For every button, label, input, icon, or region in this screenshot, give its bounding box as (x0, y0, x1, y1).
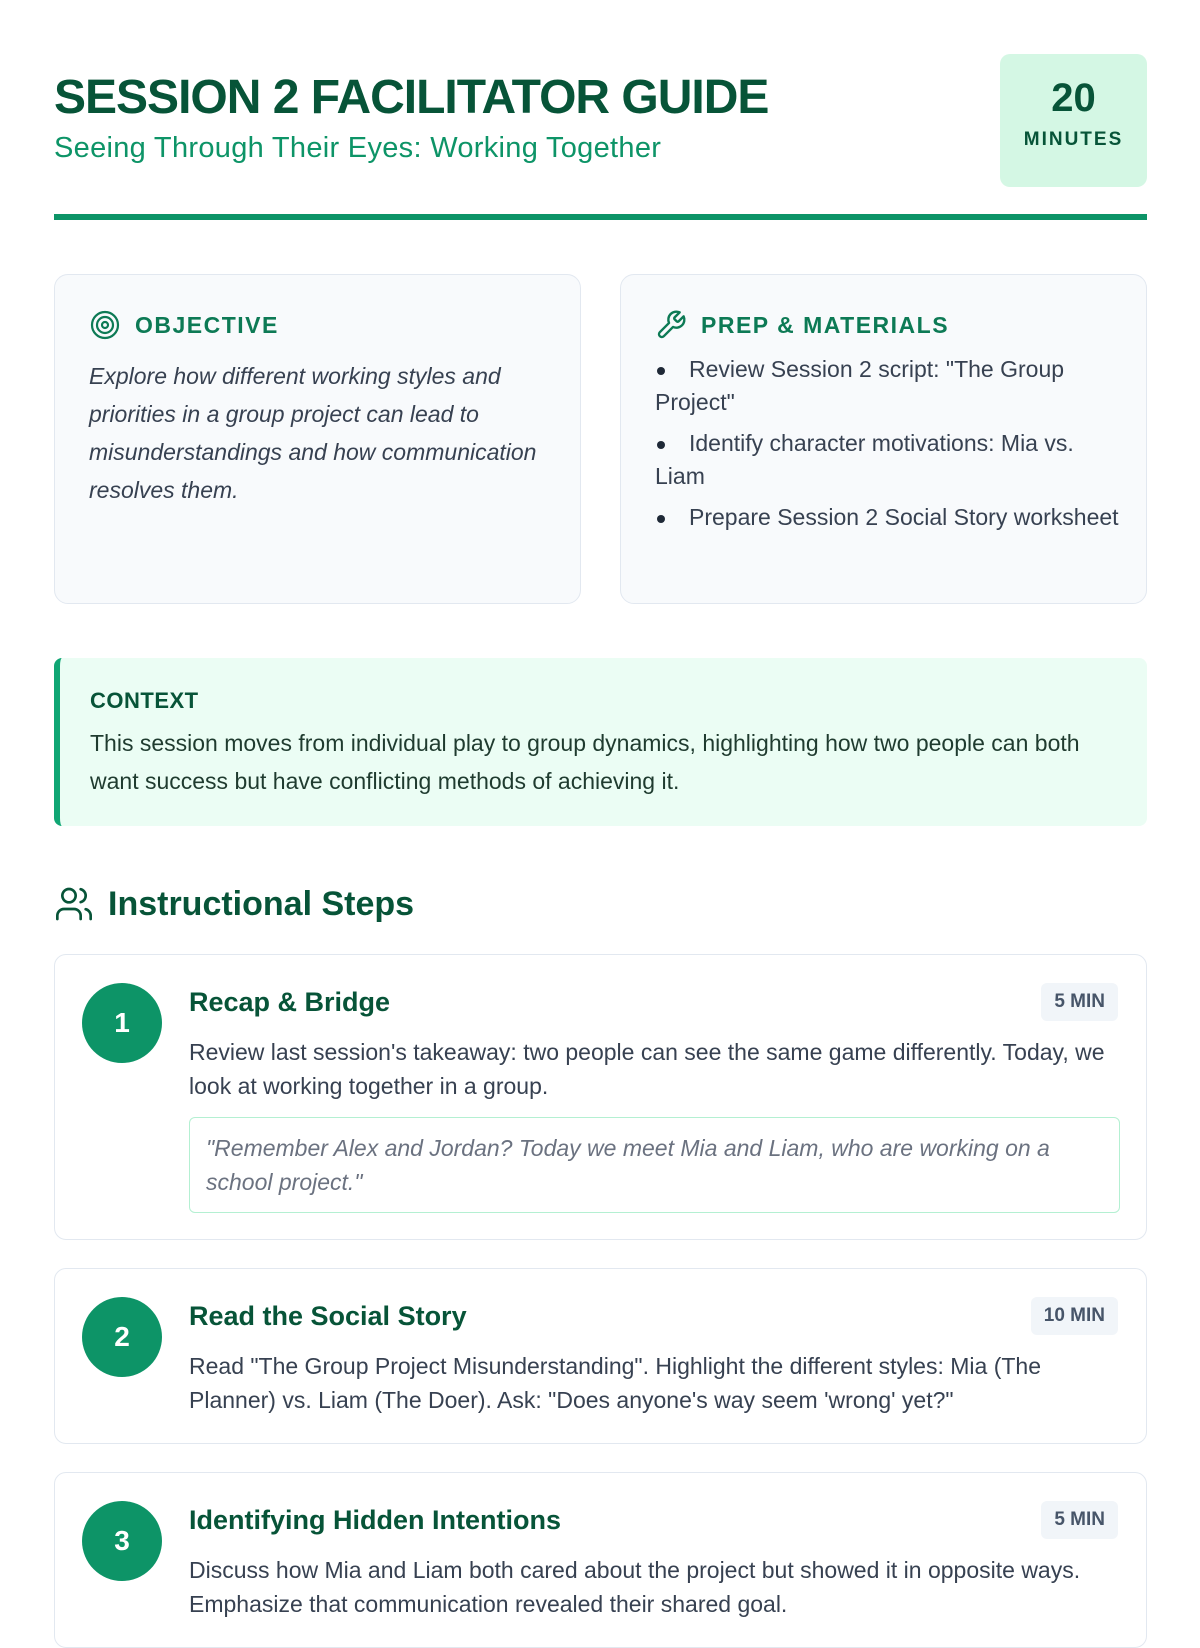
page-header (54, 54, 1147, 220)
prep-item: Identify character motivations: Mia vs. Liam (655, 427, 1120, 493)
step-number: 2 (82, 1297, 162, 1377)
context-callout (54, 658, 1147, 826)
step-description: Discuss how Mia and Liam both cared about the project but showed it in opposite ways. Emphasize that communication revealed their shared goal. (189, 1557, 1081, 1617)
prep-materials-card (620, 274, 1147, 604)
prep-title: PREP & MATERIALS (701, 311, 950, 338)
step-number: 1 (82, 983, 162, 1063)
step-duration-badge: 5 MIN (1041, 983, 1118, 1021)
context-title: CONTEXT (90, 688, 199, 713)
step-title: Identifying Hidden Intentions (189, 1505, 561, 1535)
step-duration-badge: 5 MIN (1041, 1501, 1118, 1539)
prep-item: Prepare Session 2 Social Story worksheet (655, 501, 1120, 534)
duration-unit: MINUTES (1023, 129, 1124, 150)
step-card (54, 954, 1147, 1240)
step-title: Recap & Bridge (189, 987, 391, 1017)
step-quote: "Remember Alex and Jordan? Today we meet Mia and Liam, who are working on a school project." (189, 1117, 1120, 1213)
duration-badge (1000, 54, 1147, 187)
context-text: This session moves from individual play to group dynamics, highlighting how two people can both want success but have conflicting methods of achieving it. (90, 730, 1080, 794)
target-icon (89, 309, 121, 341)
objective-card (54, 274, 581, 604)
step-description: Review last session's takeaway: two people can see the same game differently. Today, we look at working together in a group. (189, 1039, 1105, 1099)
step-duration-badge: 10 MIN (1031, 1297, 1118, 1335)
step-card (54, 1472, 1147, 1648)
page-subtitle: Seeing Through Their Eyes: Working Together (54, 132, 662, 164)
steps-title: Instructional Steps (108, 884, 415, 923)
page-title: SESSION 2 FACILITATOR GUIDE (54, 71, 769, 124)
prep-item: Review Session 2 script: "The Group Project" (655, 353, 1120, 419)
step-title: Read the Social Story (189, 1301, 467, 1331)
objective-header (89, 309, 279, 341)
step-number: 3 (82, 1501, 162, 1581)
users-icon (54, 884, 94, 924)
step-card (54, 1268, 1147, 1444)
objective-title: OBJECTIVE (135, 311, 279, 338)
prep-header (655, 309, 949, 341)
objective-text: Explore how different working styles and priorities in a group project can lead to misunderstandings and how communication resolves them. (89, 363, 537, 503)
duration-value: 20 (1051, 76, 1096, 120)
step-description: Read "The Group Project Misunderstanding". Highlight the different styles: Mia (The Planner) vs. Liam (The Doer). Ask: "Does anyone's way seem 'wrong' yet?" (189, 1353, 1041, 1413)
prep-list (655, 353, 1120, 542)
wrench-icon (655, 309, 687, 341)
steps-header (54, 884, 414, 924)
